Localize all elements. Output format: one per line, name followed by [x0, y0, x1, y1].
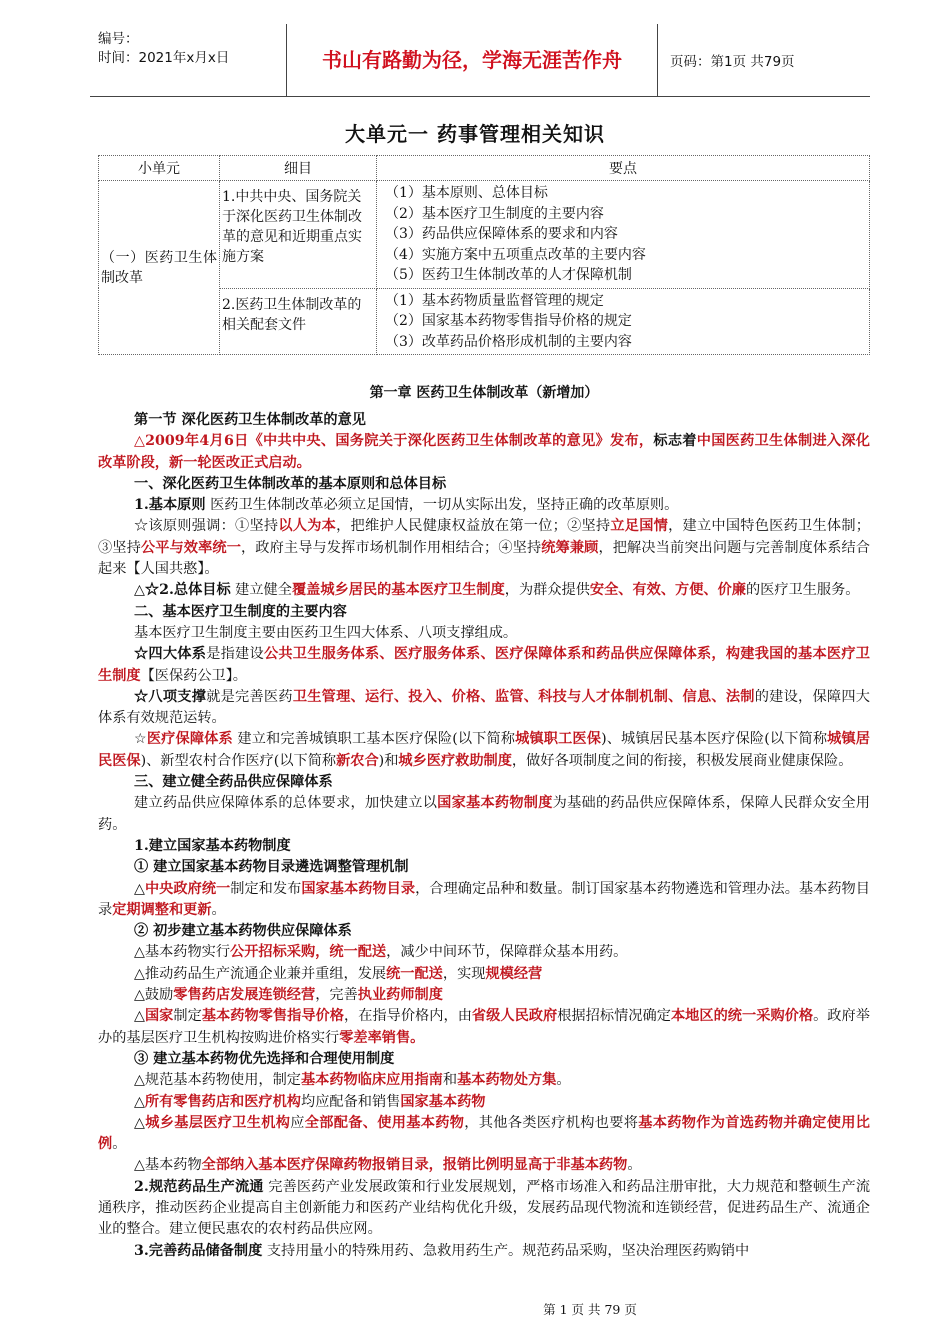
text-segment: 二、基本医疗卫生制度的主要内容	[134, 603, 347, 620]
text-segment: 为基础的药品供应保障体系，保障人民群众安全用药。	[98, 795, 870, 833]
text-segment: 国家基本药物目录	[301, 880, 416, 897]
text-segment: 。	[556, 1072, 571, 1089]
text-segment: 均应配备和销售	[301, 1093, 401, 1110]
outline-unit-cell: （一）医药卫生体制改革	[99, 181, 220, 355]
chapter-content	[98, 380, 870, 1262]
text-segment: 医药卫生体制改革必须立足国情，一切从实际出发，坚持正确的改革原则。	[205, 497, 679, 514]
paragraph	[98, 857, 870, 878]
text-segment: △☆2.总体目标	[134, 582, 231, 599]
outline-table	[98, 155, 870, 355]
text-segment: 和	[442, 1072, 458, 1089]
text-segment: 零差率销售。	[339, 1029, 425, 1046]
outline-points-cell	[377, 181, 870, 289]
text-segment: △	[134, 880, 145, 897]
text-segment: 零售药店发展连锁经营	[173, 987, 316, 1004]
text-segment: 制定和发布	[230, 880, 302, 897]
text-segment: 基本医疗卫生制度主要由医药卫生四大体系、八项支撑组成。	[134, 624, 518, 641]
paragraph	[98, 793, 870, 836]
text-segment: 三、建立健全药品供应保障体系	[134, 774, 333, 791]
text-segment: 全部纳入基本医疗保障药物报销目录，报销比例明显高于非基本药物	[201, 1157, 628, 1174]
paragraph	[98, 495, 870, 516]
text-segment: 建立药品供应保障体系的总体要求，加快建立以	[134, 795, 438, 812]
text-segment: 所有零售药店和医疗机构	[144, 1093, 301, 1110]
text-segment: 应	[290, 1114, 305, 1131]
text-segment: 立足国情	[610, 518, 669, 535]
outline-point: （4）实施方案中五项重点改革的主要内容	[385, 246, 646, 263]
text-segment: 。	[112, 1136, 127, 1153]
text-segment: ，在指导价格内，由	[343, 1008, 472, 1025]
text-segment: 。政府举办的基层医疗卫生机构按购进价格实行	[98, 1008, 870, 1046]
text-segment: ，为群众提供	[504, 582, 590, 599]
text-segment: ，建立中国特色医药卫生体制；③坚持	[98, 518, 870, 556]
text-segment: 定期调整和更新	[112, 901, 212, 918]
text-segment: 城镇职工医保	[515, 731, 602, 748]
text-segment: ☆八项支撑	[134, 688, 207, 705]
text-segment: 城镇居民医保	[98, 731, 870, 769]
paragraph	[98, 729, 870, 772]
text-segment: 基本药物临床应用指南	[300, 1072, 443, 1089]
text-segment: 医疗保障体系	[146, 731, 233, 748]
text-segment: 中央政府统一	[144, 880, 231, 897]
text-segment: ② 初步建立基本药物供应保障体系	[134, 923, 352, 940]
text-segment: 3.完善药品储备制度	[134, 1242, 263, 1259]
text-segment: ，减少中间环节，保障群众基本用药。	[386, 944, 628, 961]
text-segment: △	[134, 1114, 146, 1131]
outline-point: （2）基本医疗卫生制度的主要内容	[385, 205, 604, 222]
paragraph	[98, 474, 870, 495]
paragraph	[98, 1049, 870, 1070]
text-segment: ，合理确定品种和数量。制订国家基本药物遴选和管理办法。基本药物目录	[98, 880, 870, 918]
text-segment: △基本药物实行	[134, 944, 231, 961]
text-segment: △	[134, 1093, 145, 1110]
text-segment: 【医保药公卫】。	[140, 667, 247, 684]
header-page-info: 页码：第1页 共79页	[670, 54, 795, 70]
text-segment: ，把维护人民健康权益放在第一位；②坚持	[336, 518, 611, 535]
paragraph	[98, 942, 870, 963]
outline-header-points: 要点	[377, 156, 870, 181]
outline-point: （3）改革药品价格形成机制的主要内容	[385, 333, 632, 350]
footer-page-number: 第 1 页 共 79 页	[543, 1302, 637, 1317]
text-segment: 省级人民政府	[471, 1008, 558, 1025]
paragraph	[98, 964, 870, 985]
outline-point: （3）药品供应保障体系的要求和内容	[385, 226, 618, 242]
paragraph	[98, 1092, 870, 1113]
text-segment: ，其他各类医疗机构也要将	[464, 1114, 639, 1131]
text-segment: 基本药物处方集	[457, 1072, 557, 1089]
paragraph-list	[98, 410, 870, 1262]
outline-header-unit: 小单元	[99, 156, 220, 181]
paragraph	[98, 985, 870, 1006]
text-segment: 规模经营	[485, 965, 543, 982]
text-segment: ，实现	[442, 965, 486, 982]
text-segment: 执业药师制度	[357, 987, 443, 1004]
paragraph	[98, 879, 870, 922]
text-segment: 根据招标情况确定	[557, 1008, 671, 1025]
text-segment: 建立和完善城镇职工基本医疗保险(以下简称	[232, 731, 516, 748]
text-segment: ，完善	[315, 987, 358, 1004]
paragraph	[98, 410, 870, 431]
text-segment: 统一配送	[386, 965, 443, 982]
text-segment: )和	[378, 752, 399, 769]
outline-detail-cell: 2.医药卫生体制改革的相关配套文件	[220, 288, 377, 355]
text-segment: △鼓励	[134, 987, 174, 1004]
paragraph	[98, 1241, 870, 1262]
outline-point: （1）基本药物质量监督管理的规定	[385, 292, 604, 309]
text-segment: △推动药品生产流通企业兼并重组，发展	[134, 965, 387, 982]
paragraph	[98, 1155, 870, 1176]
paragraph	[98, 431, 870, 474]
document-time-label: 时间：2021年x月x日	[98, 50, 230, 66]
outline-detail-cell: 1.中共中央、国务院关于深化医药卫生体制改革的意见和近期重点实施方案	[220, 181, 377, 289]
text-segment: 就是完善医药	[206, 688, 293, 705]
text-segment: ① 建立国家基本药物目录遴选调整管理机制	[134, 859, 409, 876]
text-segment: ☆该原则强调：①坚持	[134, 518, 279, 535]
paragraph	[98, 836, 870, 857]
text-segment: 公开招标采购，统一配送	[230, 944, 387, 961]
paragraph	[98, 644, 870, 687]
text-segment: 国家基本药物	[400, 1093, 486, 1110]
text-segment: )、新型农村合作医疗(以下简称	[140, 752, 337, 769]
page-footer	[0, 1300, 950, 1318]
text-segment: 新农合	[336, 752, 379, 769]
text-segment: 2.规范药品生产流通	[134, 1178, 264, 1195]
text-segment: 以人为本	[278, 518, 337, 535]
text-segment: 中国医药卫生体制进入深化改革阶段，新一轮医改正式启动。	[98, 433, 870, 471]
paragraph	[98, 1113, 870, 1156]
text-segment: 的医疗卫生服务。	[745, 582, 860, 599]
text-segment: △2009年4月6日《中共中央、国务院关于深化医药卫生体制改革的意见》发布，	[134, 433, 654, 450]
paragraph	[98, 772, 870, 793]
text-segment: 的建设，保障四大体系有效规范运转。	[98, 688, 870, 727]
text-segment: 全部配备、使用基本药物	[304, 1114, 465, 1131]
text-segment: 国家	[144, 1008, 174, 1025]
text-segment: △	[134, 1008, 145, 1025]
text-segment: 第一节 深化医药卫生体制改革的意见	[134, 412, 366, 428]
outline-header-detail: 细目	[220, 156, 377, 181]
text-segment: 1.建立国家基本药物制度	[134, 837, 291, 854]
document-number-label: 编号：	[98, 31, 139, 47]
text-segment: 公共卫生服务体系、医疗服务体系、医疗保障体系和药品供应保障体系，构建我国的基本医疗卫生制度	[98, 646, 870, 684]
outline-header-row	[99, 156, 870, 181]
header-motto: 书山有路勤为径，学海无涯苦作舟	[286, 24, 658, 96]
text-segment: ，政府主导与发挥市场机制作用相结合；④坚持	[241, 539, 542, 556]
paragraph	[98, 1006, 870, 1049]
text-segment: 城乡基层医疗卫生机构	[145, 1114, 291, 1131]
text-segment: 1.基本原则	[134, 497, 206, 514]
text-segment: 公平与效率统一	[140, 539, 241, 556]
outline-row	[99, 181, 870, 289]
text-segment: 。	[211, 901, 226, 918]
header-meta	[98, 30, 229, 68]
paragraph	[98, 1177, 870, 1241]
text-segment: 建立健全	[230, 582, 292, 599]
text-segment: 是指建设	[206, 646, 264, 663]
text-segment: 本地区的统一采购价格	[670, 1008, 814, 1025]
text-segment: 一、深化医药卫生体制改革的基本原则和总体目标	[134, 475, 447, 492]
text-segment: ，做好各项制度之间的衔接，积极发展商业健康保险。	[511, 752, 853, 769]
text-segment: )、城镇居民基本医疗保险(以下简称	[601, 731, 828, 748]
outline-points-cell	[377, 288, 870, 355]
paragraph	[98, 580, 870, 601]
text-segment: 支持用量小的特殊用药、急救用药生产。规范药品采购，坚决治理医药购销中	[262, 1242, 750, 1259]
text-segment: 。	[627, 1157, 642, 1174]
text-segment: 覆盖城乡居民的基本医疗卫生制度	[291, 582, 505, 599]
text-segment: 卫生管理、运行、投入、价格、监管、科技与人才体制机制、信息、法制	[292, 688, 755, 705]
text-segment: 基本药物作为首选药物并确定使用比例	[98, 1114, 870, 1153]
text-segment: 制定	[173, 1008, 202, 1025]
text-segment: 完善医药产业发展政策和行业发展规划，严格市场准入和药品注册审批，大力规范和整顿生产流通秩序，推动医药企业提高自主创新能力和医药产业结构优化升级，发展药品现代物流和连锁经营，促进药品生产、流通企业的整合。建立便民惠农的农村药品供应网。	[98, 1178, 871, 1238]
paragraph	[98, 602, 870, 623]
text-segment: ☆	[134, 731, 147, 748]
outline-point: （1）基本原则、总体目标	[385, 185, 548, 201]
text-segment: 标志着	[653, 433, 697, 450]
paragraph	[98, 623, 870, 644]
text-segment: ，把解决当前突出问题与完善制度体系结合起来【人国共憨】。	[98, 539, 870, 578]
text-segment: △规范基本药物使用，制定	[134, 1072, 301, 1089]
text-segment: 国家基本药物制度	[437, 795, 553, 812]
text-segment: 基本药物零售指导价格	[201, 1008, 344, 1025]
text-segment: ☆四大体系	[134, 646, 207, 663]
page-header	[90, 24, 870, 97]
outline-point: （5）医药卫生体制改革的人才保障机制	[385, 267, 632, 283]
outline-point: （2）国家基本药物零售指导价格的规定	[385, 313, 632, 329]
text-segment: 统筹兼顾	[541, 539, 599, 556]
paragraph	[98, 1070, 870, 1091]
document-title: 大单元一 药事管理相关知识	[345, 122, 605, 146]
text-segment: △基本药物	[134, 1157, 202, 1174]
text-segment: ③ 建立基本药物优先选择和合理使用制度	[134, 1050, 395, 1067]
text-segment: 安全、有效、方便、价廉	[589, 582, 746, 599]
paragraph	[98, 921, 870, 942]
paragraph	[98, 687, 870, 730]
text-segment: 城乡医疗救助制度	[398, 752, 512, 769]
paragraph	[98, 516, 870, 580]
chapter-title: 第一章 医药卫生体制改革（新增加）	[369, 385, 599, 401]
